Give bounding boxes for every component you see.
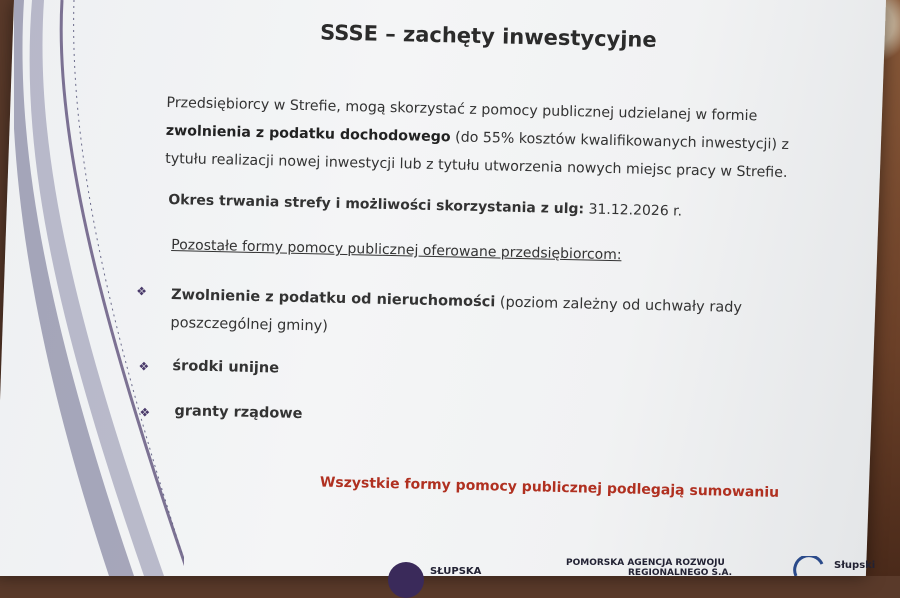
bullet-rest: (poziom zależny od uchwały rady poszczególnej gminy) <box>170 294 743 335</box>
slide-title: SSSE – zachęty inwestycyjne <box>319 20 657 53</box>
bullet-bold: granty rządowe <box>174 403 303 423</box>
bullet-diamond-icon: ❖ <box>136 284 148 299</box>
intro-text-2: (do 55% kosztów kwalifikowanych inwestycji) z tytułu realizacji nowej inwestycji lub z tytułu utworzenia nowych miejsc pracy w Strefie. <box>165 129 790 182</box>
bullet-diamond-icon: ❖ <box>139 405 151 420</box>
other-forms-heading: Pozostałe formy pomocy publicznej oferowane przedsiębiorcom: <box>171 237 622 264</box>
logo-middle-line2: REGIONALNEGO S.A. <box>628 568 733 578</box>
intro-text-bold: zwolnienia z podatku dochodowego <box>165 122 451 146</box>
logo-left-text: SŁUPSKA <box>430 566 482 577</box>
logo-middle-line1: POMORSKA AGENCJA ROZWOJU <box>566 558 725 568</box>
bullet-bold: środki unijne <box>172 358 280 377</box>
zone-period-label: Okres trwania strefy i możliwości skorzystania z ulg: <box>168 191 585 218</box>
summary-note: Wszystkie formy pomocy publicznej podlegają sumowaniu <box>319 474 780 501</box>
logo-right-text: Słupski <box>834 560 876 571</box>
zone-period-value: 31.12.2026 r. <box>583 201 683 220</box>
bullet-bold: Zwolnienie z podatku od nieruchomości <box>170 287 496 311</box>
slupska-logo-icon <box>388 562 424 598</box>
slupski-logo-icon <box>792 556 832 576</box>
intro-text-1: Przedsiębiorcy w Strefie, mogą skorzystać z pomocy publicznej udzielanej w formie <box>166 94 758 125</box>
bullet-diamond-icon: ❖ <box>138 359 150 374</box>
